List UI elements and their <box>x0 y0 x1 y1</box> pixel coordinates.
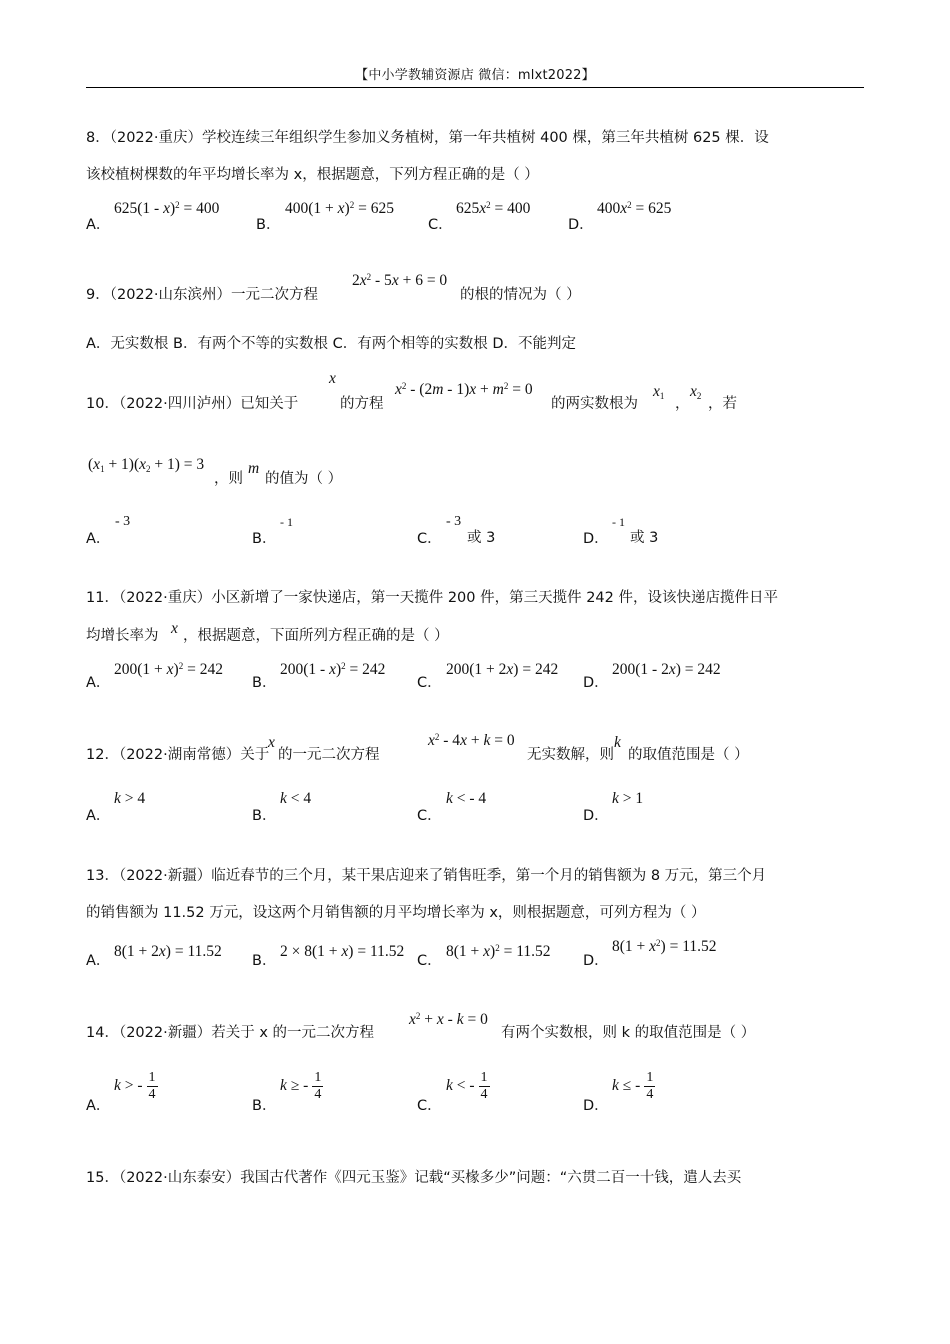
q10-option-c-suffix: 或 3 <box>467 530 496 546</box>
q11-line2-suffix: ，根据题意，下面所列方程正确的是（ ） <box>183 628 449 644</box>
q10-mid: 的方程 <box>340 396 384 412</box>
q13-option-a-letter: A． <box>86 953 111 969</box>
q12-var-x: x <box>268 734 275 751</box>
q14-option-a-formula: k > - $\frac{1}{4}$ <box>114 1070 156 1102</box>
q10-option-b-letter: B． <box>252 531 277 547</box>
q14-option-b-letter: B． <box>252 1098 277 1114</box>
q10-end: ，若 <box>708 396 737 412</box>
q11-option-d-letter: D． <box>583 675 609 691</box>
q11-option-b-letter: B． <box>252 675 277 691</box>
q10-option-d-letter: D． <box>583 531 609 547</box>
q8-option-b-formula: $400(1 + x)^2 = 625$ <box>285 200 394 217</box>
q8-option-a-letter: A． <box>86 217 111 233</box>
q9-options: A．无实数根 B．有两个不等的实数根 C．有两个相等的实数根 D．不能判定 <box>86 336 576 352</box>
q10-option-d-formula: - 1 <box>612 515 625 529</box>
q8-option-a-formula: 625(1 - x)$^2$ = 400 <box>114 200 220 217</box>
q14-prefix: 14．（2022·新疆）若关于 x 的一元二次方程 <box>86 1025 375 1041</box>
q10-option-a-formula: - 3 <box>115 514 131 529</box>
q10-formula: $x^2 - (2m - 1)x + m^2 = 0$ <box>395 381 533 398</box>
q12-prefix: 12．（2022·湖南常德）关于 <box>86 747 270 763</box>
q10-option-a-letter: A． <box>86 531 111 547</box>
q10-line2-text1: ，则 <box>214 471 243 487</box>
q13-option-c-formula: $8(1 + x)^2 = 11.52$ <box>446 943 551 960</box>
q14-option-c-letter: C． <box>417 1098 442 1114</box>
q10-comma: ， <box>675 396 690 412</box>
q11-option-a-formula: $200(1 + x)^2 = 242$ <box>114 661 223 678</box>
q14-option-b-formula: k ≥ - $\frac{1}{4}$ <box>280 1070 322 1102</box>
q13-option-b-formula: 2 × 8(1 + x) = 11.52 <box>280 943 405 960</box>
q14-option-d-letter: D． <box>583 1098 609 1114</box>
q11-option-c-letter: C． <box>417 675 442 691</box>
q10-option-b-formula: - 1 <box>280 515 293 529</box>
q12-option-c-letter: C． <box>417 808 442 824</box>
q11-line2-prefix: 均增长率为 <box>86 628 159 644</box>
q9-suffix: 的根的情况为（ ） <box>460 287 581 303</box>
q11-option-b-formula: 200(1 - x)$^2$ = 242 <box>280 661 386 678</box>
q10-option-c-formula: - 3 <box>446 514 462 529</box>
q13-option-d-letter: D． <box>583 953 609 969</box>
q14-option-a-letter: A． <box>86 1098 111 1114</box>
q12-mid: 的一元二次方程 <box>278 747 380 763</box>
q10-option-d-suffix: 或 3 <box>630 530 659 546</box>
q9-prefix: 9．（2022·山东滨州）一元二次方程 <box>86 287 318 303</box>
q10-var-x: x <box>329 370 336 387</box>
q13-option-a-formula: 8(1 + 2x) = 11.52 <box>114 943 222 960</box>
q12-suffix: 的取值范围是（ ） <box>628 747 749 763</box>
q8-option-d-formula: $400x^2 = 625$ <box>597 200 672 217</box>
q11-var-x: x <box>171 620 178 637</box>
q11-option-a-letter: A． <box>86 675 111 691</box>
q8-option-b-letter: B． <box>256 217 281 233</box>
q13-line1: 13．（2022·新疆）临近春节的三个月，某干果店迎来了销售旺季，第一个月的销售额为 8 万元，第三个月 <box>86 868 767 884</box>
q10-x2: $x_2$ <box>690 383 702 401</box>
q10-x1: $x_1$ <box>653 383 665 401</box>
q13-line2: 的销售额为 11.52 万元，设这两个月销售额的月平均增长率为 x，则根据题意，可列方程为（ ） <box>86 905 706 921</box>
q12-option-b-letter: B． <box>252 808 277 824</box>
q14-option-c-formula: k < - $\frac{1}{4}$ <box>446 1070 488 1102</box>
q12-option-d-letter: D． <box>583 808 609 824</box>
q10-var-m: m <box>248 460 260 477</box>
q12-option-b-formula: k < 4 <box>280 790 312 807</box>
q15-line1: 15．（2022·山东泰安）我国古代著作《四元玉鉴》记载“买椽多少”问题：“六贯二百一十钱，遣人去买 <box>86 1170 742 1186</box>
q8-option-c-letter: C． <box>428 217 453 233</box>
q12-option-c-formula: k < - 4 <box>446 790 487 807</box>
q12-option-a-formula: k > 4 <box>114 790 146 807</box>
q12-mid2: 无实数解，则 <box>527 747 614 763</box>
q8-option-d-letter: D． <box>568 217 594 233</box>
q8-line2: 该校植树棵数的年平均增长率为 x，根据题意，下列方程正确的是（ ） <box>86 167 539 183</box>
q10-line2-text2: 的值为（ ） <box>265 471 343 487</box>
q13-option-c-letter: C． <box>417 953 442 969</box>
q11-line1: 11．（2022·重庆）小区新增了一家快递店，第一天揽件 200 件，第三天揽件 242 件，设该快递店揽件日平 <box>86 590 778 606</box>
q13-option-b-letter: B． <box>252 953 277 969</box>
q12-var-k: k <box>614 734 621 751</box>
q10-condition-formula: $(x_1 + 1)(x_2 + 1) = 3$ <box>88 456 205 474</box>
header-rule <box>86 87 864 88</box>
q12-option-d-formula: k > 1 <box>612 790 644 807</box>
q10-roots-text: 的两实数根为 <box>551 396 638 412</box>
q14-formula: $x^2 + x - k = 0$ <box>409 1011 488 1028</box>
q10-prefix: 10．（2022·四川泸州）已知关于 <box>86 396 299 412</box>
q13-option-d-formula: $8(1 + x^2) = 11.52$ <box>612 938 717 955</box>
q11-option-c-formula: 200(1 + 2x) = 242 <box>446 661 559 678</box>
page-header: 【中小学教辅资源店 微信：mlxt2022】 <box>355 68 595 83</box>
q9-formula: $2x^2 - 5x + 6 = 0$ <box>352 272 448 289</box>
q12-formula: $x^2 - 4x + k = 0$ <box>428 732 515 749</box>
q8-line1: 8．（2022·重庆）学校连续三年组织学生参加义务植树，第一年共植树 400 棵，第三年共植树 625 棵．设 <box>86 130 769 146</box>
q8-option-c-formula: $625x^2 = 400$ <box>456 200 531 217</box>
q14-option-d-formula: k ≤ - $\frac{1}{4}$ <box>612 1070 654 1102</box>
q11-option-d-formula: 200(1 - 2x) = 242 <box>612 661 721 678</box>
q14-suffix: 有两个实数根，则 k 的取值范围是（ ） <box>501 1025 756 1041</box>
q12-option-a-letter: A． <box>86 808 111 824</box>
q10-option-c-letter: C． <box>417 531 442 547</box>
